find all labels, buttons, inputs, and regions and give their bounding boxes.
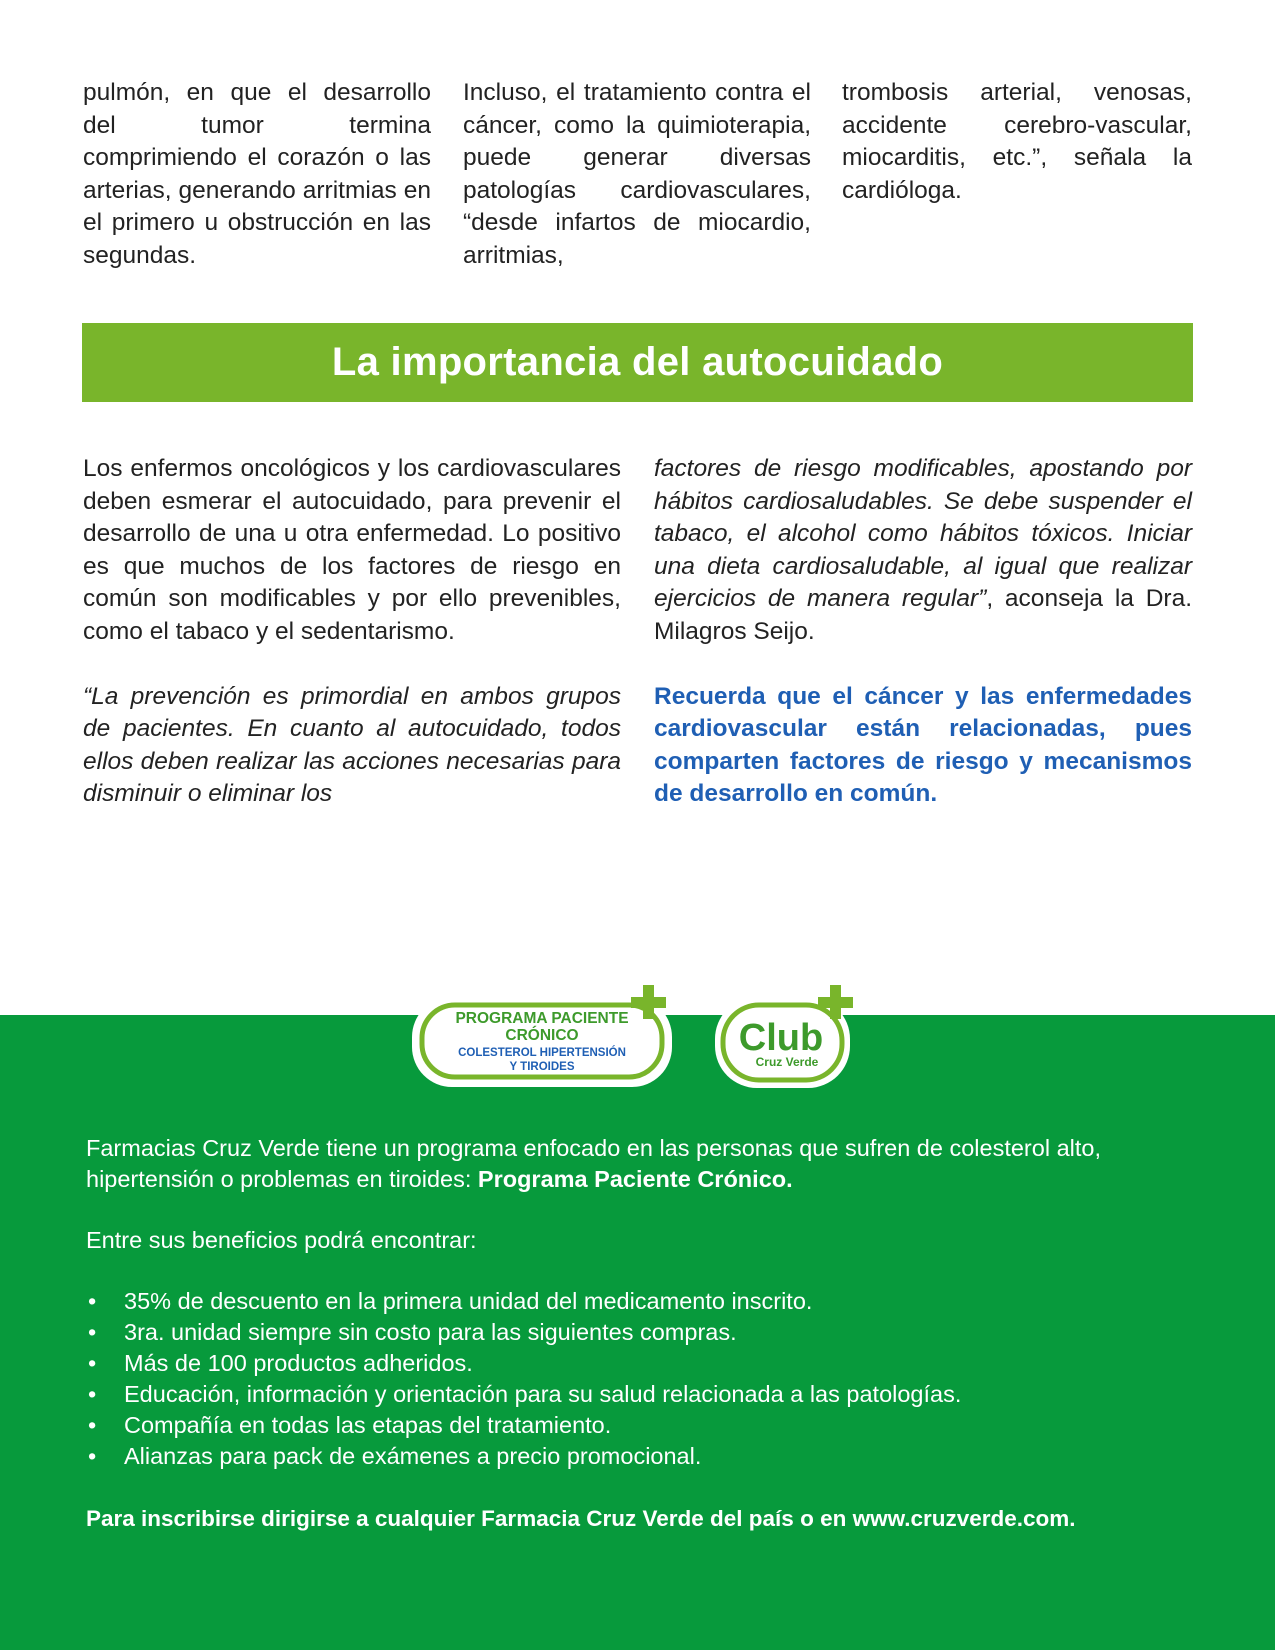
- quote-paragraph-continued: [654, 453, 1192, 649]
- club-word: Club: [738, 1017, 824, 1059]
- footer-intro: [86, 1133, 1196, 1195]
- section-column-2: [654, 453, 1192, 811]
- benefit-item: • 35% de descuento en la primera unidad del medicamento inscrito.: [86, 1286, 1196, 1317]
- article-paragraph: pulmón, en que el desarrollo del tumor termina comprimiendo el corazón o las arterias, generando arritmias en el primero u obstrucción en las segundas.: [83, 79, 431, 269]
- section-title: La importancia del autocuidado: [331, 340, 944, 384]
- benefit-item: • Alianzas para pack de exámenes a precio promocional.: [86, 1441, 1196, 1472]
- club-cruz-verde-logo: [713, 985, 863, 1090]
- article-column-3: [842, 77, 1192, 207]
- quote-paragraph: “La prevención es primordial en ambos grupos de pacientes. En cuanto al autocuidado, todos ellos deben realizar las acciones necesarias para disminuir o eliminar los: [83, 682, 621, 808]
- benefits-intro: Entre sus beneficios podrá encontrar:: [86, 1227, 477, 1253]
- footer-program-name: Programa Paciente Crónico.: [477, 1166, 793, 1192]
- footer-content: [86, 1133, 1196, 1534]
- section-column-1: [83, 453, 621, 811]
- section-paragraph: Los enfermos oncológicos y los cardiovasculares deben esmerar el autocuidado, para prevenir el desarrollo de una u otra enfermedad. Lo positivo es que muchos de los factores de riesgo en común son modificables y por ello prevenibles, como el tabaco y el sedentarismo.: [83, 455, 621, 645]
- benefit-item: • Más de 100 productos adheridos.: [86, 1348, 1196, 1379]
- benefit-item: • Compañía en todas las etapas del tratamiento.: [86, 1410, 1196, 1441]
- benefit-item: • Educación, información y orientación para su salud relacionada a las patologías.: [86, 1379, 1196, 1410]
- article-column-2: [463, 77, 811, 273]
- programa-line-2: CRÓNICO: [505, 1027, 579, 1044]
- highlight-callout: Recuerda que el cáncer y las enfermedades cardiovascular están relacionadas, pues comparten factores de riesgo y mecanismos de desarrollo en común.: [654, 682, 1192, 808]
- signup-call-to-action: Para inscribirse dirigirse a cualquier Farmacia Cruz Verde del país o en www.cruzverde.com.: [86, 1506, 1076, 1531]
- article-paragraph: trombosis arterial, venosas, accidente cerebro-vascular, miocarditis, etc.”, señala la cardióloga.: [842, 79, 1192, 204]
- programa-line-4: Y TIROIDES: [509, 1061, 575, 1073]
- programa-line-3: COLESTEROL HIPERTENSIÓN: [458, 1047, 626, 1059]
- programa-line-1: PROGRAMA PACIENTE: [455, 1010, 629, 1027]
- programa-paciente-cronico-logo: [410, 985, 685, 1090]
- logo-row: [0, 985, 1275, 1105]
- club-subtitle: Cruz Verde: [755, 1055, 819, 1069]
- article-column-1: [83, 77, 431, 273]
- quote-text: factores de riesgo modificables, apostando por hábitos cardiosaludables. Se debe suspender el tabaco, el alcohol como hábitos tóxicos. Iniciar una dieta cardiosaludable, al igual que realizar ejercicios de manera regular”: [654, 455, 1192, 613]
- benefit-item: • 3ra. unidad siempre sin costo para las siguientes compras.: [86, 1317, 1196, 1348]
- article-paragraph: Incluso, el tratamiento contra el cáncer, como la quimioterapia, puede generar diversas patologías cardiovasculares, “desde infartos de miocardio, arritmias,: [463, 79, 811, 269]
- section-banner: [82, 323, 1193, 402]
- benefits-list: [86, 1286, 1196, 1472]
- footer-intro-text: Farmacias Cruz Verde tiene un programa enfocado en las personas que sufren de colesterol alto, hipertensión o problemas en tiroides:: [86, 1135, 1101, 1192]
- quote-attribution: , aconseja la Dra. Milagros Seijo.: [654, 585, 1192, 645]
